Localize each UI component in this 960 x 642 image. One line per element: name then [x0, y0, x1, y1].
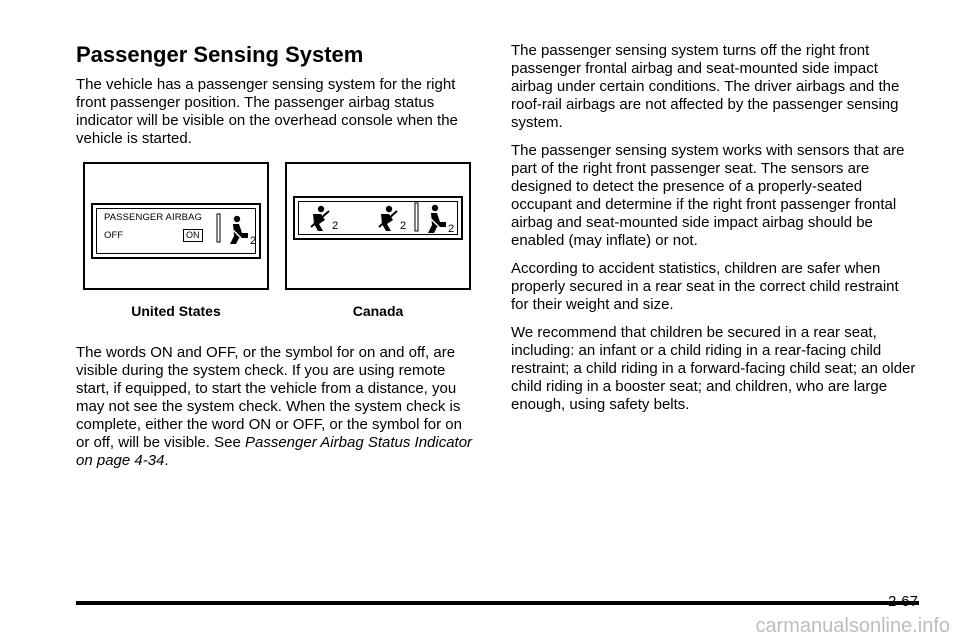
system-check-paragraph-block [76, 344, 476, 470]
page-title: Passenger Sensing System [76, 42, 364, 67]
airbag-off-icon [305, 202, 345, 236]
left-column [76, 42, 476, 148]
footer-rule [76, 601, 919, 605]
caption-united-states: United States [131, 303, 221, 319]
us-indicator-panel [83, 162, 269, 290]
us-label-passenger-airbag: PASSENGER AIRBAG [104, 212, 203, 223]
caption-canada: Canada [352, 303, 404, 319]
ca-indicator-panel [285, 162, 471, 290]
us-icon-subscript: 2 [250, 235, 257, 247]
us-indicator-display [91, 203, 261, 259]
seated-passenger-icon [215, 211, 259, 251]
us-label-on: ON [183, 229, 203, 242]
ca-indicator-display [293, 196, 463, 240]
right-column [511, 42, 916, 414]
svg-text:2: 2 [332, 220, 339, 232]
right-paragraph-3: According to accident statistics, children are safer when properly secured in a rear seat in the correct child restraint for their weight and size. [511, 260, 899, 313]
right-paragraph-1: The passenger sensing system turns off the right front passenger frontal airbag and seat-mounted side impact airbag under certain conditions. The driver airbags and the roof-rail airbags are not affected by the passenger sensing system. [511, 42, 900, 131]
svg-text:2: 2 [448, 223, 455, 235]
right-paragraph-4: We recommend that children be secured in a rear seat, including: an infant or a child riding in a rear-facing child restraint; a child riding in a forward-facing child seat; an older child riding in a booster seat; and children, who are large enough, using safety belts. [511, 324, 916, 413]
seated-passenger-icon [413, 202, 457, 236]
intro-paragraph: The vehicle has a passenger sensing system for the right front passenger position. The passenger airbag status indicator will be visible on the overhead console when the vehicle is started. [76, 76, 458, 147]
right-paragraph-2: The passenger sensing system works with sensors that are part of the right front passenger seat. The sensors are designed to detect the presence of a properly-seated occupant and determine if the right front passenger frontal airbag and seat-mounted side impact airbag should be enabled (may inflate) or not. [511, 142, 905, 249]
airbag-indicator-figure [83, 162, 475, 322]
system-check-paragraph: The words ON and OFF, or the symbol for on and off, are visible during the system check. If you are using remote start, if equipped, to start the vehicle from a distance, you may not see the system check. When the system check is complete, either the word ON or OFF, or the symbol for on or off, will be visible. See Passenger Airbag Status Indicator on page 4-34. [76, 344, 473, 469]
page-number: 2-67 [887, 593, 918, 610]
airbag-on-icon [373, 202, 413, 236]
cross-reference-link: Passenger Airbag Status Indicator on page 4-34 [76, 434, 473, 469]
us-label-off: OFF [104, 230, 124, 241]
watermark: carmanualsonline.info [755, 615, 950, 637]
svg-text:2: 2 [400, 220, 407, 232]
